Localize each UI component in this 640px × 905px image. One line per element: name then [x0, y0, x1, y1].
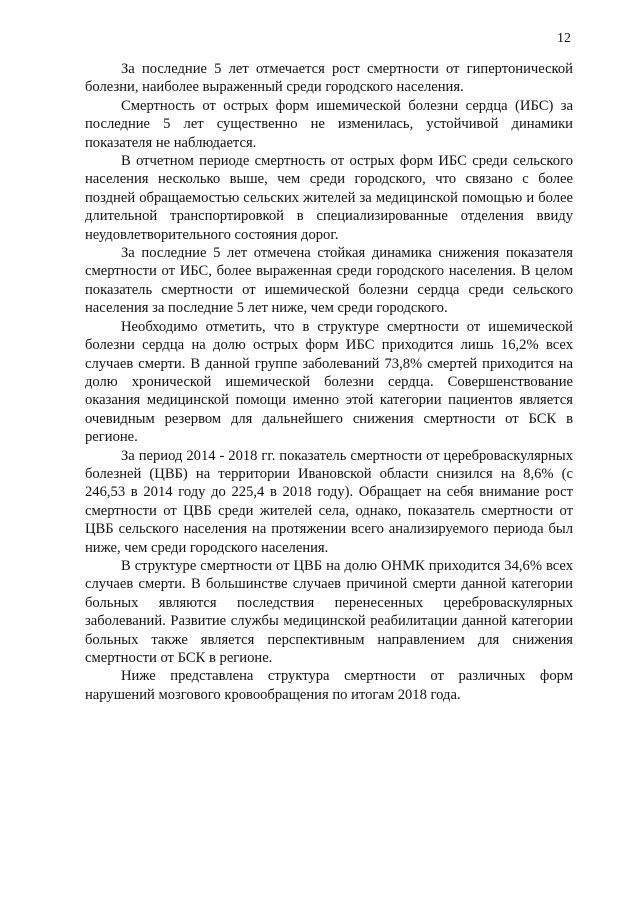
paragraph-acute-ihd: Смертность от острых форм ишемической болезни сердца (ИБС) за последние 5 лет существенно не изменилась, устойчивой динамики показателя не наблюдается. [85, 97, 573, 151]
paragraph-cvd-period: За период 2014 - 2018 гг. показатель смертности от цереброваскулярных болезней (ЦВБ) на территории Ивановской области снизился на 8,6% (с 246,53 в 2014 году до 225,4 в 2018 году). Обращает на себя внимание рост смертности от ЦВБ среди жителей села, однако, показатель смертности от ЦВБ сельского населения на протяжении всего анализируемого периода был ниже, чем среди городского населения. [85, 447, 573, 556]
paragraph-ihd-trend: За последние 5 лет отмечена стойкая динамика снижения показателя смертности от ИБС, более выраженная среди городского населения. В целом показатель смертности от ишемической болезни сердца среди сельского населения за последние 5 лет ниже, чем среди городского. [85, 245, 573, 317]
page-number: 12 [557, 31, 571, 46]
paragraph-ihd-structure: Необходимо отметить, что в структуре смертности от ишемической болезни сердца на долю острых форм ИБС приходится лишь 16,2% всех случаев смерти. В данной группе заболеваний 73,8% смертей приходится на долю хронической ишемической болезни сердца. Совершенствование оказания медицинской помощи именно этой категории пациентов является очевидным резервом для дальнейшего снижения смертности от БСК в регионе. [85, 318, 573, 446]
paragraph-hypertension: За последние 5 лет отмечается рост смертности от гипертонической болезни, наиболее выраженный среди городского населения. [85, 61, 573, 96]
document-body [85, 60, 573, 704]
paragraph-stroke-intro: Ниже представлена структура смертности от различных форм нарушений мозгового кровообращения по итогам 2018 года. [85, 668, 573, 703]
paragraph-rural-ihd: В отчетном периоде смертность от острых форм ИБС среди сельского населения несколько выше, чем среди городского, что связано с более поздней обращаемостью сельских жителей за медицинской помощью и более длительной транспортировкой в специализированные отделения ввиду неудовлетворительного состояния дорог. [85, 153, 573, 243]
paragraph-cvd-structure: В структуре смертности от ЦВБ на долю ОНМК приходится 34,6% всех случаев смерти. В большинстве случаев причиной смерти данной категории больных являются последствия перенесенных цереброваскулярных заболеваний. Развитие службы медицинской реабилитации данной категории больных также является перспективным направлением для снижения смертности от БСК в регионе. [85, 557, 573, 666]
